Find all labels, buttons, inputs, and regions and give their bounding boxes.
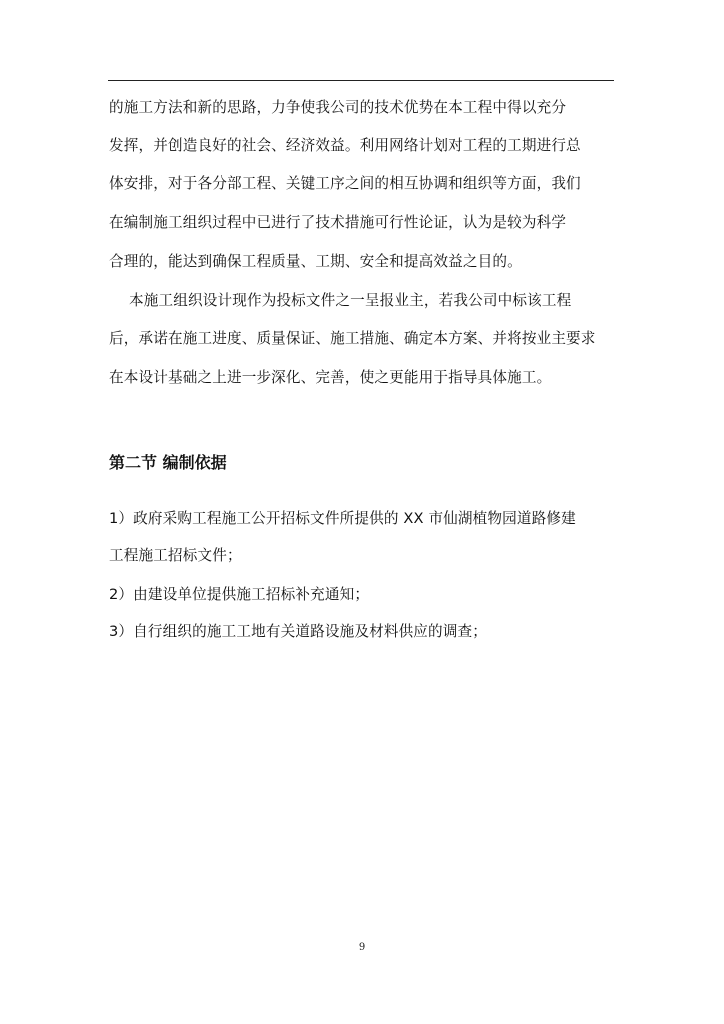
header-rule [108, 80, 614, 81]
list-item: 2）由建设单位提供施工招标补充通知； [109, 586, 370, 603]
paragraph-line: 体安排，对于各分部工程、关键工序之间的相互协调和组织等方面，我们 [109, 175, 581, 192]
list-item: 3）自行组织的施工工地有关道路设施及材料供应的调查； [109, 623, 488, 640]
paragraph-line: 发挥，并创造良好的社会、经济效益。利用网络计划对工程的工期进行总 [109, 137, 581, 154]
paragraph-line: 在编制施工组织过程中已进行了技术措施可行性论证，认为是较为科学 [109, 214, 567, 231]
paragraph-line: 在本设计基础之上进一步深化、完善，使之更能用于指导具体施工。 [109, 369, 552, 386]
section-heading: 第二节 编制依据 [109, 453, 227, 472]
paragraph-line: 后，承诺在施工进度、质量保证、施工措施、确定本方案、并将按业主要求 [109, 330, 596, 347]
list-item: 1）政府采购工程施工公开招标文件所提供的 XX 市仙湖植物园道路修建 [109, 510, 576, 527]
paragraph-line: 的施工方法和新的思路，力争使我公司的技术优势在本工程中得以充分 [109, 99, 567, 116]
paragraph-line: 本施工组织设计现作为投标文件之一呈报业主，若我公司中标该工程 [129, 292, 572, 309]
page-number: 9 [358, 942, 366, 953]
paragraph-line: 合理的，能达到确保工程质量、工期、安全和提高效益之目的。 [109, 253, 522, 270]
list-item-continuation: 工程施工招标文件； [109, 547, 242, 564]
